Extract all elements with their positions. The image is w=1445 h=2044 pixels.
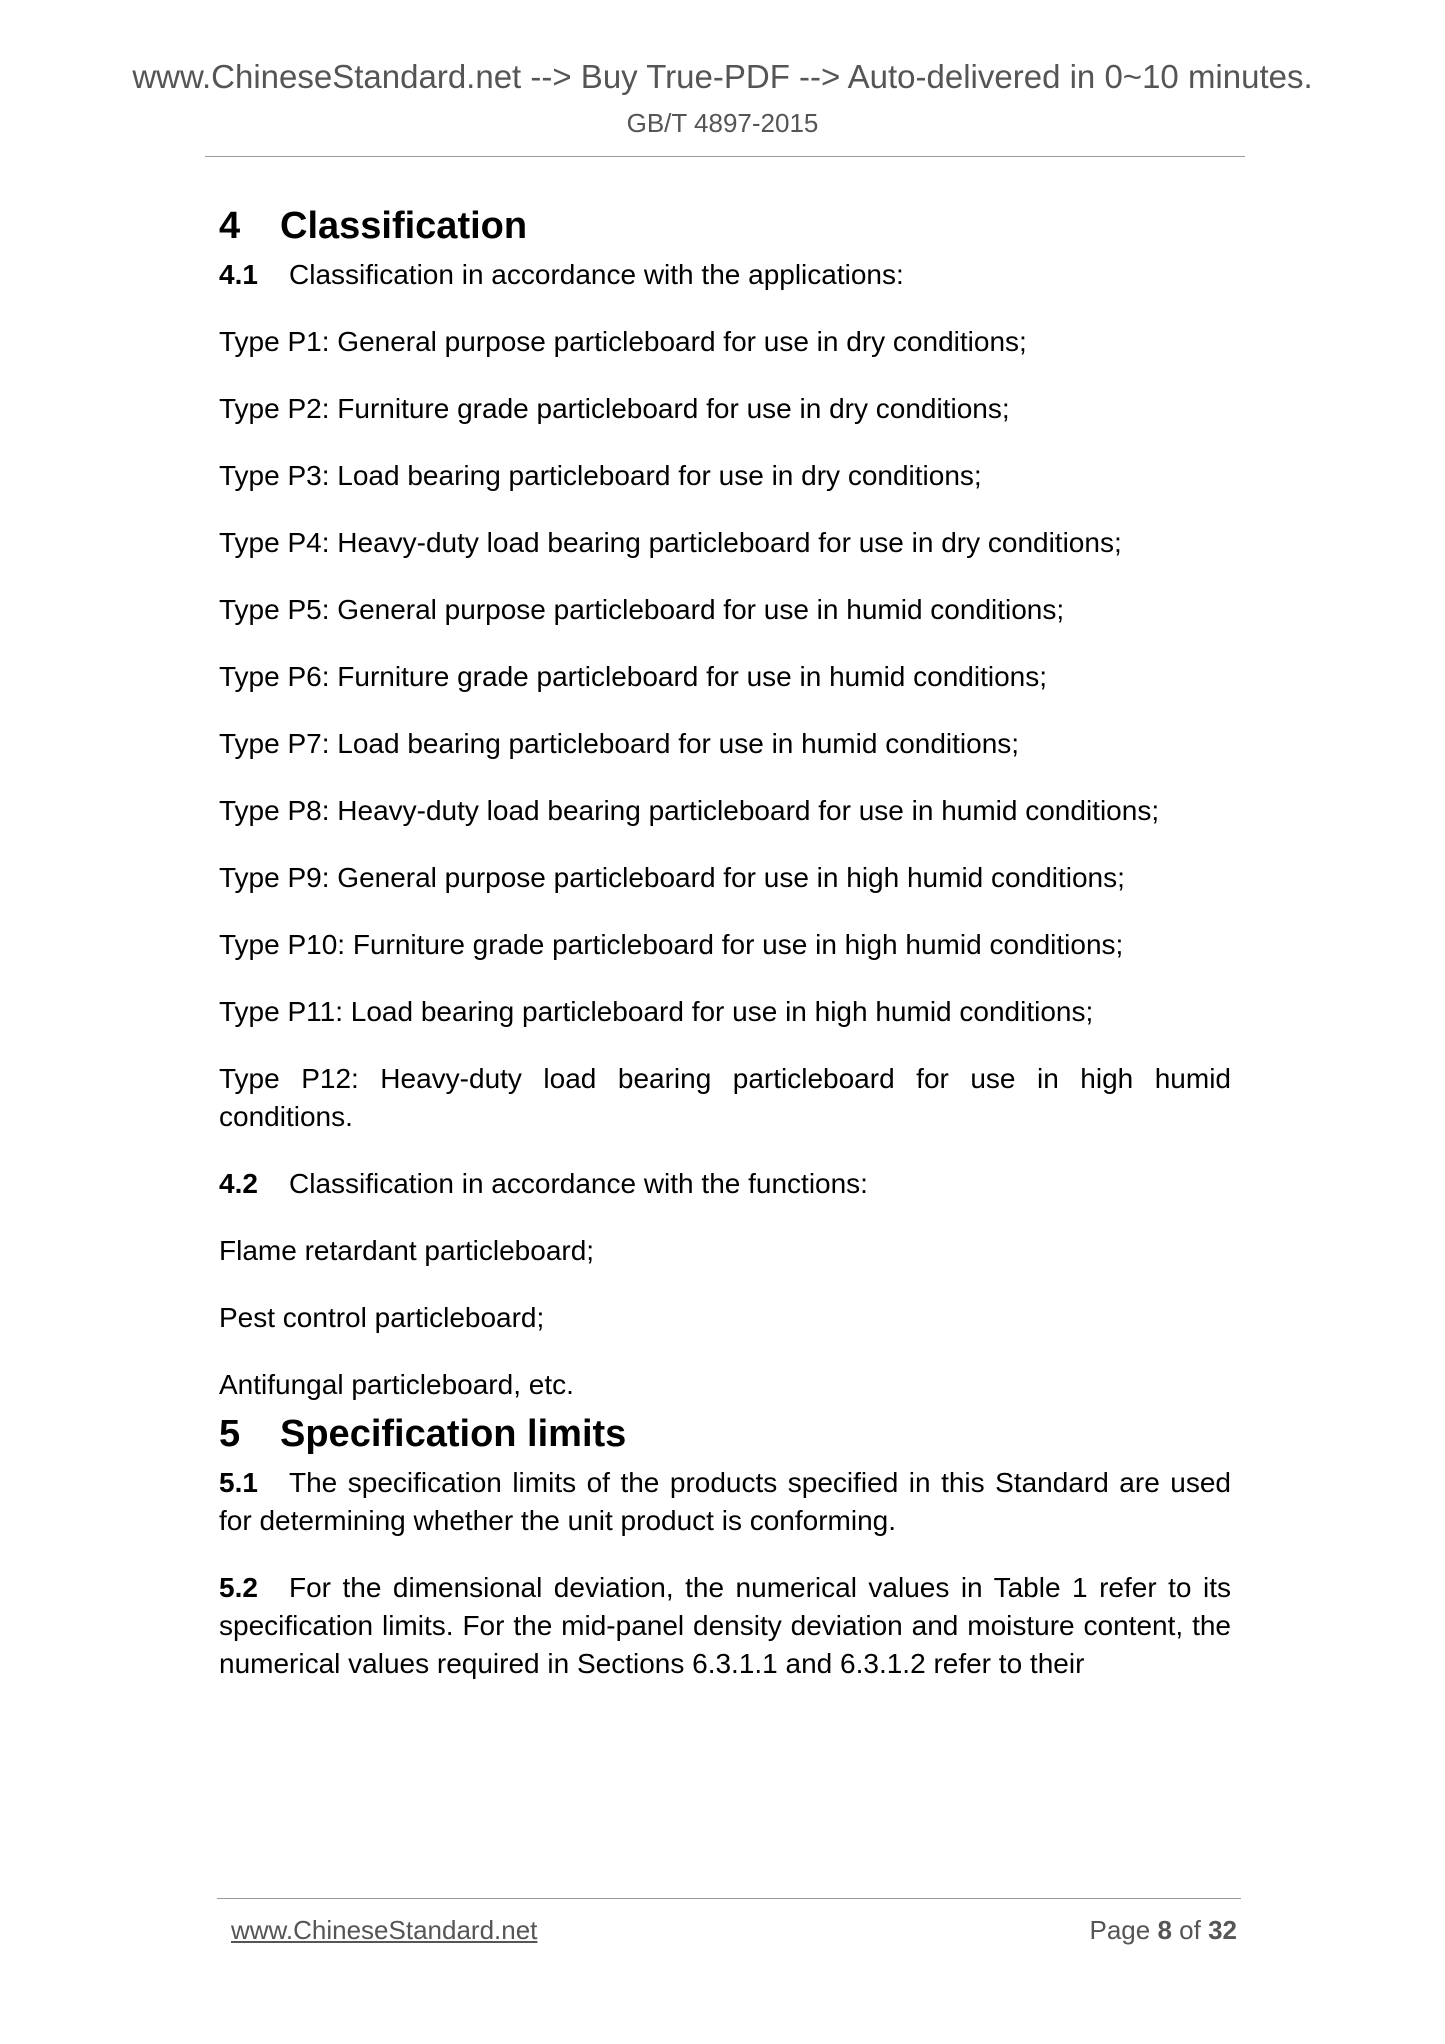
clause-4-1-text: Classification in accordance with the applications:: [289, 259, 904, 290]
function-flame-retardant: Flame retardant particleboard;: [219, 1235, 595, 1266]
section-4-number: 4: [219, 205, 241, 247]
type-p6: Type P6: Furniture grade particleboard for use in humid conditions;: [219, 661, 1048, 692]
clause-5-1-number: 5.1: [219, 1467, 258, 1498]
type-p3: Type P3: Load bearing particleboard for use in dry conditions;: [219, 460, 982, 491]
type-p2: Type P2: Furniture grade particleboard for use in dry conditions;: [219, 393, 1010, 424]
type-p7: Type P7: Load bearing particleboard for use in humid conditions;: [219, 728, 1020, 759]
type-p9: Type P9: General purpose particleboard for use in high humid conditions;: [219, 862, 1125, 893]
clause-5-1-text: The specification limits of the products specified in this Standard are used for determining whether the unit product is conforming.: [219, 1467, 1231, 1536]
footer-site-link[interactable]: www.ChineseStandard.net: [231, 1915, 538, 1945]
page-label: Page: [1089, 1915, 1151, 1945]
type-p4: Type P4: Heavy-duty load bearing particleboard for use in dry conditions;: [219, 527, 1122, 558]
type-p12: Type P12: Heavy-duty load bearing particleboard for use in high humid conditions.: [219, 1063, 1231, 1132]
function-pest-control: Pest control particleboard;: [219, 1302, 545, 1333]
header-divider: [205, 156, 1245, 157]
section-5-number: 5: [219, 1413, 241, 1455]
clause-4-2-text: Classification in accordance with the functions:: [289, 1168, 868, 1199]
section-4-heading: [219, 196, 1231, 256]
section-4-title: Classification: [280, 205, 528, 247]
footer-divider: [217, 1898, 1241, 1899]
type-p10: Type P10: Furniture grade particleboard for use in high humid conditions;: [219, 929, 1124, 960]
clause-4-2-number: 4.2: [219, 1168, 258, 1199]
clause-5-2-text: For the dimensional deviation, the numerical values in Table 1 refer to its specification limits. For the mid-panel density deviation and moisture content, the numerical values required in Sections 6.3.1.1 and 6.3.1.2 refer to their: [219, 1572, 1231, 1679]
page-content: [219, 196, 1231, 1683]
function-antifungal: Antifungal particleboard, etc.: [219, 1369, 574, 1400]
document-code: GB/T 4897-2015: [626, 108, 819, 138]
page-total: 32: [1208, 1915, 1237, 1945]
clause-5-2-number: 5.2: [219, 1572, 258, 1603]
clause-5-1: [219, 1464, 1231, 1540]
type-p5: Type P5: General purpose particleboard for use in humid conditions;: [219, 594, 1065, 625]
clause-4-2: [219, 1165, 1231, 1203]
header-banner: www.ChineseStandard.net --> Buy True-PDF --> Auto-delivered in 0~10 minutes.: [132, 58, 1313, 95]
page-of: of: [1179, 1915, 1201, 1945]
type-p8: Type P8: Heavy-duty load bearing particleboard for use in humid conditions;: [219, 795, 1160, 826]
clause-5-2: [219, 1569, 1231, 1683]
page-current: 8: [1157, 1915, 1172, 1945]
clause-4-1-number: 4.1: [219, 259, 258, 290]
section-5-title: Specification limits: [280, 1413, 627, 1455]
type-p11: Type P11: Load bearing particleboard for use in high humid conditions;: [219, 996, 1094, 1027]
type-p1: Type P1: General purpose particleboard for use in dry conditions;: [219, 326, 1027, 357]
clause-4-1: [219, 256, 1231, 294]
page-number: [1089, 1915, 1237, 1946]
section-5-heading: [219, 1404, 1231, 1464]
